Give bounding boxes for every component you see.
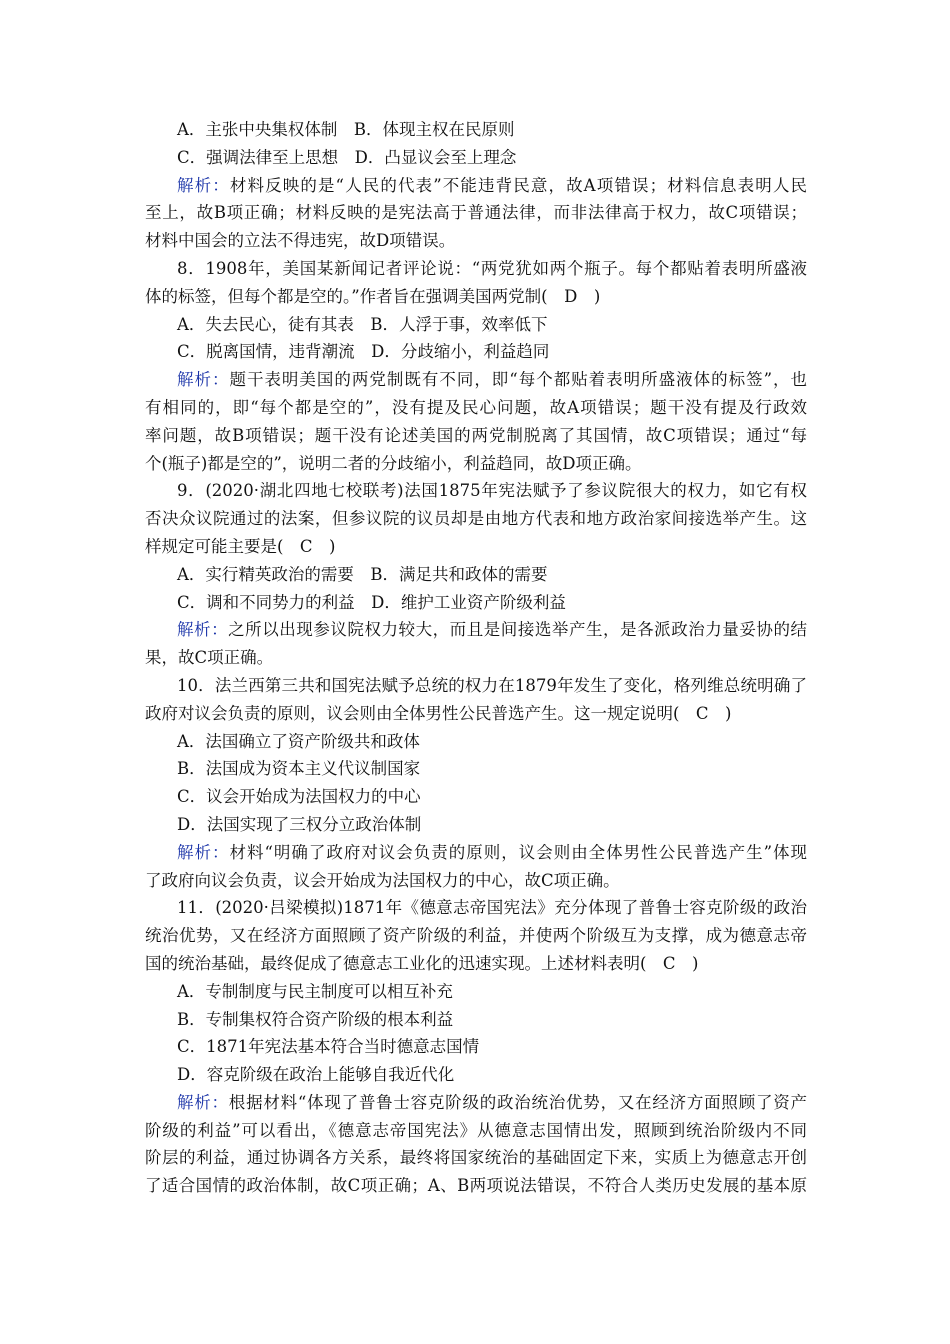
- analysis-label: 解析：: [177, 1092, 229, 1112]
- line-text: C．脱离国情，违背潮流 D．分歧缩小，利益趋同: [177, 342, 550, 362]
- line-text: 有相同的，即“每个都是空的”，没有提及民心问题，故A项错误；题干没有提及行政效: [145, 397, 807, 417]
- text-line: [145, 1144, 807, 1172]
- text-line: [145, 255, 807, 283]
- text-line: [145, 922, 807, 950]
- line-text: A．专制制度与民主制度可以相互补充: [177, 981, 453, 1001]
- text-line: [145, 116, 807, 144]
- text-line: [145, 867, 807, 895]
- line-text: 个(瓶子)都是空的”，说明二者的分歧缩小，利益趋同，故D项正确。: [145, 453, 642, 473]
- text-line: [145, 644, 807, 672]
- text-line: [145, 1006, 807, 1034]
- line-text: B．专制集权符合资产阶级的根本利益: [177, 1009, 454, 1029]
- document-page: [145, 116, 807, 1200]
- text-line: [145, 561, 807, 589]
- line-text: 果，故C项正确。: [145, 648, 274, 668]
- line-text: 阶层的利益，通过协调各方关系，最终将国家统治的基础固定下来，实质上为德意志开创: [145, 1148, 807, 1168]
- line-text: B．法国成为资本主义代议制国家: [177, 759, 421, 779]
- text-line: [145, 533, 807, 561]
- text-line: [145, 589, 807, 617]
- analysis-line: [145, 366, 807, 394]
- text-line: [145, 144, 807, 172]
- text-line: [145, 894, 807, 922]
- text-line: [145, 1172, 807, 1200]
- text-line: [145, 783, 807, 811]
- text-line: [145, 1033, 807, 1061]
- line-text: 材料反映的是“人民的代表”不能违背民意，故A项错误；材料信息表明人民: [229, 175, 807, 195]
- analysis-label: 解析：: [177, 175, 230, 195]
- line-text: 否决众议院通过的法案，但参议院的议员却是由地方代表和地方政治家间接选举产生。这: [145, 509, 807, 529]
- line-text: A．失去民心，徒有其表 B．人浮于事，效率低下: [177, 314, 548, 334]
- line-text: 至上，故B项正确；材料反映的是宪法高于普通法律，而非法律高于权力，故C项错误；: [145, 203, 807, 223]
- text-line: [145, 700, 807, 728]
- line-text: 10．法兰西第三共和国宪法赋予总统的权力在1879年发生了变化，格列维总统明确了: [177, 675, 807, 695]
- line-text: 样规定可能主要是( C ): [145, 536, 336, 556]
- line-text: C．1871年宪法基本符合当时德意志国情: [177, 1037, 480, 1057]
- line-text: 率问题，故B项错误；题干没有论述美国的两党制脱离了其国情，故C项错误；通过“每: [145, 425, 807, 445]
- analysis-line: [145, 172, 807, 200]
- text-line: [145, 477, 807, 505]
- text-line: [145, 505, 807, 533]
- line-text: 政府对议会负责的原则，议会则由全体男性公民普选产生。这一规定说明( C ): [145, 703, 732, 723]
- line-text: 体的标签，但每个都是空的。”作者旨在强调美国两党制( D ): [145, 286, 601, 306]
- line-text: C．议会开始成为法国权力的中心: [177, 787, 421, 807]
- text-line: [145, 950, 807, 978]
- text-line: [145, 1117, 807, 1145]
- line-text: 8．1908年，美国某新闻记者评论说：“两党犹如两个瓶子。每个都贴着表明所盛液: [177, 258, 807, 278]
- line-text: A．法国确立了资产阶级共和政体: [177, 731, 420, 751]
- text-line: [145, 450, 807, 478]
- analysis-line: [145, 616, 807, 644]
- analysis-line: [145, 1089, 807, 1117]
- line-text: D．法国实现了三权分立政治体制: [177, 814, 422, 834]
- analysis-label: 解析：: [177, 370, 230, 390]
- line-text: 了政府向议会负责，议会开始成为法国权力的中心，故C项正确。: [145, 870, 620, 890]
- line-text: C．调和不同势力的利益 D．维护工业资产阶级利益: [177, 592, 566, 612]
- text-line: [145, 199, 807, 227]
- line-text: 9．(2020·湖北四地七校联考)法国1875年宪法赋予了参议院很大的权力，如它有权: [177, 481, 807, 501]
- line-text: 统治优势，又在经济方面照顾了资产阶级的利益，并使两个阶级互为支撑，成为德意志帝: [145, 926, 807, 946]
- analysis-label: 解析：: [177, 620, 229, 640]
- text-line: [145, 283, 807, 311]
- line-text: A．主张中央集权体制 B．体现主权在民原则: [177, 120, 515, 139]
- line-text: 了适合国情的政治体制，故C项正确；A、B两项说法错误，不符合人类历史发展的基本原: [145, 1176, 807, 1196]
- analysis-line: [145, 839, 807, 867]
- line-text: C．强调法律至上思想 D．凸显议会至上理念: [177, 147, 517, 167]
- text-line: [145, 672, 807, 700]
- line-text: 阶级的利益”可以看出，《德意志帝国宪法》从德意志国情出发，照顾到统治阶级内不同: [145, 1120, 807, 1140]
- text-line: [145, 978, 807, 1006]
- text-line: [145, 755, 807, 783]
- text-line: [145, 227, 807, 255]
- line-text: 材料中国会的立法不得违宪，故D项错误。: [145, 231, 456, 251]
- text-line: [145, 811, 807, 839]
- text-line: [145, 311, 807, 339]
- text-line: [145, 338, 807, 366]
- text-line: [145, 1061, 807, 1089]
- line-text: A．实行精英政治的需要 B．满足共和政体的需要: [177, 564, 548, 584]
- line-text: 材料“明确了政府对议会负责的原则，议会则由全体男性公民普选产生”体现: [229, 842, 807, 862]
- line-text: 根据材料“体现了普鲁士容克阶级的政治统治优势，又在经济方面照顾了资产: [228, 1092, 807, 1112]
- line-text: 国的统治基础，最终促成了德意志工业化的迅速实现。上述材料表明( C ): [145, 953, 699, 973]
- text-line: [145, 422, 807, 450]
- line-text: 之所以出现参议院权力较大，而且是间接选举产生，是各派政治力量妥协的结: [228, 620, 807, 640]
- line-text: 题干表明美国的两党制既有不同，即“每个都贴着表明所盛液体的标签”，也: [229, 370, 807, 390]
- line-text: 11．(2020·吕梁模拟)1871年《德意志帝国宪法》充分体现了普鲁士容克阶级的政治: [177, 898, 807, 918]
- text-line: [145, 728, 807, 756]
- analysis-label: 解析：: [177, 842, 230, 862]
- text-line: [145, 394, 807, 422]
- line-text: D．容克阶级在政治上能够自我近代化: [177, 1065, 455, 1085]
